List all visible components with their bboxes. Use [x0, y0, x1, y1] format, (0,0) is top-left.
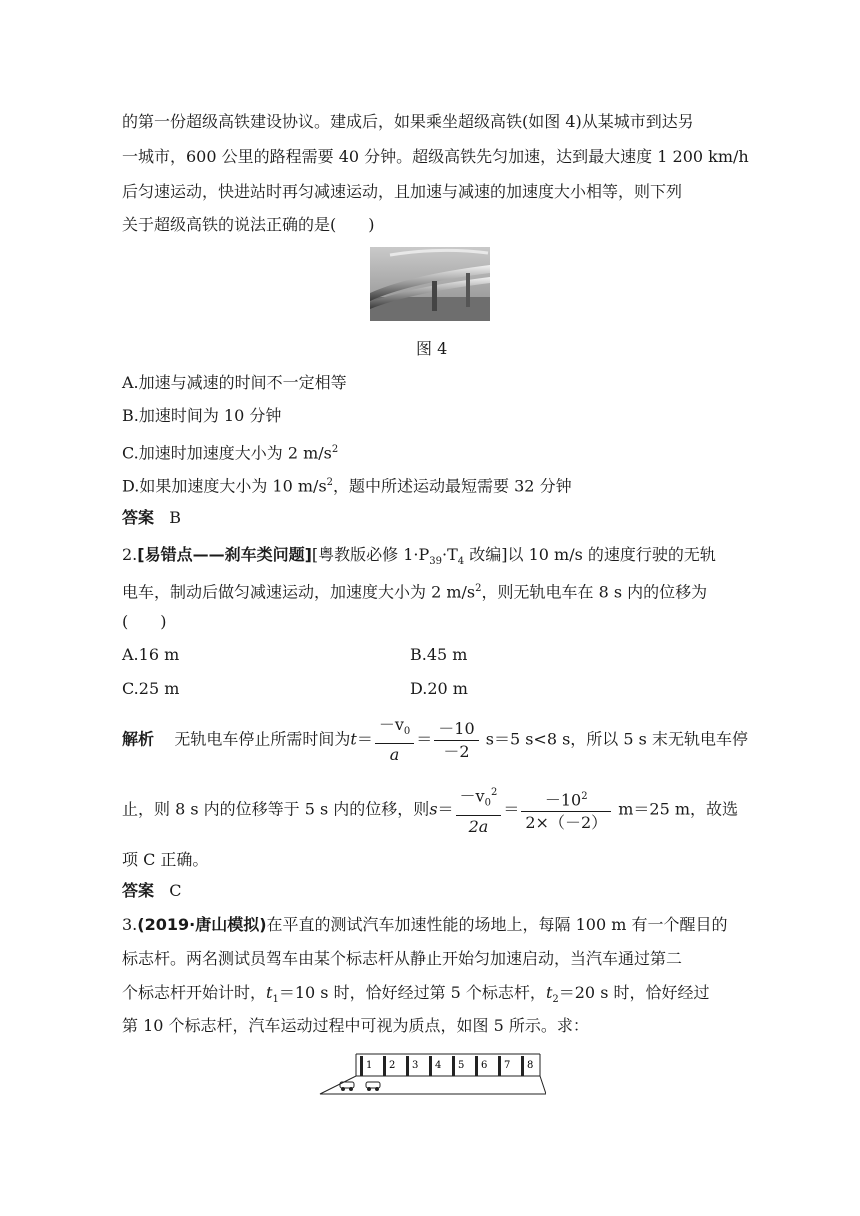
- test-track-figure: [318, 1050, 546, 1098]
- pole-label: 5: [458, 1060, 465, 1071]
- intro-line-2: 一城市，600 公里的路程需要 40 分钟。超级高铁先匀加速，达到最大速度 1 200 km/h: [122, 147, 749, 166]
- q1-option-c: C.加速时加速度大小为 2 $m/s^2$: [122, 443, 339, 463]
- pole-label: 4: [435, 1060, 442, 1071]
- fraction-100-over-neg4: $\frac{-10^2}{2\times(-2)}$: [521, 786, 611, 834]
- hyperloop-image: [370, 247, 490, 321]
- marker-pole: [383, 1056, 386, 1076]
- fraction-v0-over-a: $\frac{-v_0}{a}$: [375, 714, 414, 766]
- pole-label: 8: [527, 1060, 534, 1071]
- q2-stem-line-3: ( ): [122, 612, 167, 631]
- q2-analysis-line-2: 止，则 8 s 内的位移等于 5 s 内的位移，则s＝ $\frac{-v_0^2}{2a}$ ＝ $\frac{-10^2}{2\times(-2)}$ m＝25 m，故选: [122, 782, 738, 838]
- marker-pole: [429, 1056, 432, 1076]
- marker-pole: [498, 1056, 501, 1076]
- pole-label: 6: [481, 1060, 488, 1071]
- fraction-10-over-2: $\frac{-10}{-2}$: [434, 718, 478, 763]
- fraction-v0sq-over-2a: $\frac{-v_0^2}{2a}$: [456, 782, 502, 838]
- q1-option-a: A.加速与减速的时间不一定相等: [122, 373, 347, 392]
- q2-analysis-line-3: 项 C 正确。: [122, 850, 209, 869]
- q2-stem-line-2: 电车，制动后做匀减速运动，加速度大小为 2 $m/s^2$，则无轨电车在 8 s 内的位移为: [122, 582, 708, 602]
- figure-4-caption: 图 4: [416, 339, 448, 358]
- q1-option-b: B.加速时间为 10 分钟: [122, 406, 282, 425]
- q3-stem-line-2: 标志杆。两名测试员驾车由某个标志杆从静止开始匀加速启动，当汽车通过第二: [122, 949, 683, 968]
- intro-line-4: 关于超级高铁的说法正确的是( ): [122, 215, 375, 234]
- intro-line-3: 后匀速运动，快进站时再匀减速运动，且加速与减速的加速度大小相等，则下列: [122, 182, 683, 201]
- q3-stem-line-4: 第 10 个标志杆，汽车运动过程中可视为质点，如图 5 所示。求：: [122, 1016, 589, 1035]
- intro-line-1: 的第一份超级高铁建设协议。建成后，如果乘坐超级高铁(如图 4)从某城市到达另: [122, 112, 694, 131]
- pole-label: 1: [366, 1060, 373, 1071]
- marker-pole: [452, 1056, 455, 1076]
- car-icon-2: [366, 1082, 380, 1091]
- q2-stem-line-1: 2.[易错点——刹车类问题][粤教版必修 $1\cdot P_{39}\cdot T_4$ 改编]以 10 m/s 的速度行驶的无轨: [122, 545, 716, 568]
- q1-option-d: D.如果加速度大小为 10 $m/s^2$，题中所述运动最短需要 32 分钟: [122, 476, 572, 496]
- q1-answer: 答案 B: [122, 508, 182, 527]
- q2-option-d: D.20 m: [410, 679, 468, 698]
- pole-label: 7: [504, 1060, 511, 1071]
- pole-label: 2: [389, 1060, 396, 1071]
- q2-option-c: C.25 m: [122, 679, 180, 698]
- q2-option-b: B.45 m: [410, 645, 468, 664]
- marker-pole: [475, 1056, 478, 1076]
- q3-stem-line-3: 个标志杆开始计时，$t_1=10$ s 时，恰好经过第 5 个标志杆，$t_2=20$ s 时，恰好经过: [122, 983, 710, 1006]
- pole-label: 3: [412, 1060, 419, 1071]
- marker-pole: [406, 1056, 409, 1076]
- marker-pole: [521, 1056, 524, 1076]
- q2-answer: 答案 C: [122, 881, 182, 900]
- q2-option-a: A.16 m: [122, 645, 180, 664]
- marker-pole: [360, 1056, 363, 1076]
- q3-stem-line-1: 3.(2019·唐山模拟)在平直的测试汽车加速性能的场地上，每隔 100 m 有一个醒目的: [122, 915, 728, 934]
- q2-analysis-line-1: 解析 无轨电车停止所需时间为t＝ $\frac{-v_0}{a}$ ＝ $\frac{-10}{-2}$ s＝5 s<8 s，所以 5 s 末无轨电车停: [122, 715, 748, 765]
